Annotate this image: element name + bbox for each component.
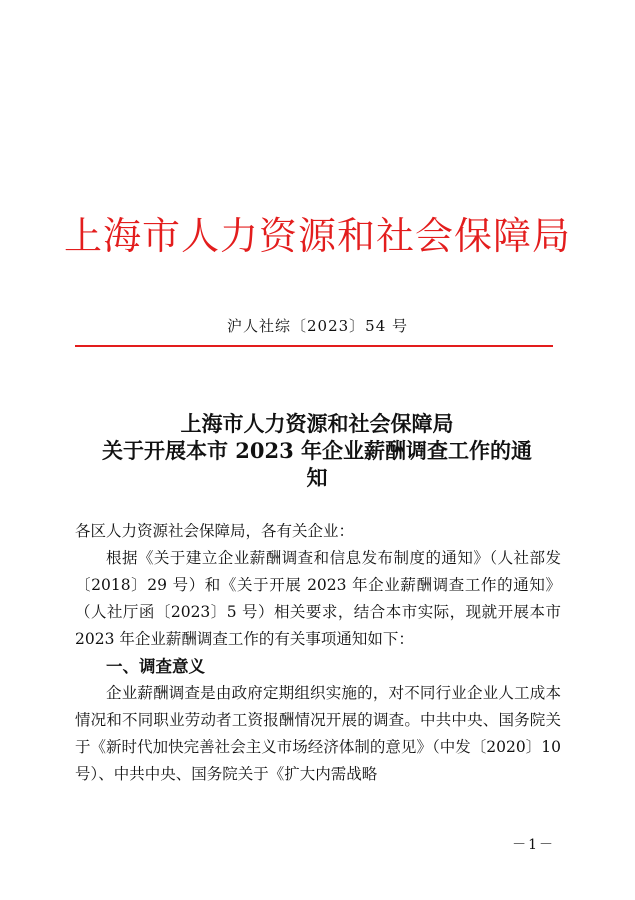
salutation: 各区人力资源社会保障局，各有关企业： bbox=[75, 522, 355, 540]
title-line-3: 知 bbox=[306, 465, 328, 490]
document-number: 沪人社综〔2023〕54 号 bbox=[226, 317, 409, 335]
section-heading: 一、调查意义 bbox=[106, 657, 205, 676]
title-line-1: 上海市人力资源和社会保障局 bbox=[180, 411, 454, 436]
red-divider-line bbox=[75, 345, 553, 347]
document-title bbox=[78, 410, 556, 491]
section-paragraph: 企业薪酬调查是由政府定期组织实施的，对不同行业企业人工成本情况和不同职业劳动者工资报酬情况开展的调查。中共中央、国务院关于《新时代加快完善社会主义市场经济体制的意见》（中发〔2020〕10 号）、中共中央、国务院关于《扩大内需战略 bbox=[75, 684, 561, 783]
document-body bbox=[75, 518, 561, 788]
title-line-2: 关于开展本市 2023 年企业薪酬调查工作的通 bbox=[101, 438, 533, 463]
page-number: －1－ bbox=[512, 837, 555, 853]
issuing-authority-header: 上海市人力资源和社会保障局 bbox=[63, 214, 571, 258]
intro-paragraph: 根据《关于建立企业薪酬调查和信息发布制度的通知》（人社部发〔2018〕29 号）和《关于开展 2023 年企业薪酬调查工作的通知》（人社厅函〔2023〕5 号）相关要求，结合本市实际，现就开展本市 2023 年企业薪酬调查工作的有关事项通知如下： bbox=[75, 549, 561, 648]
